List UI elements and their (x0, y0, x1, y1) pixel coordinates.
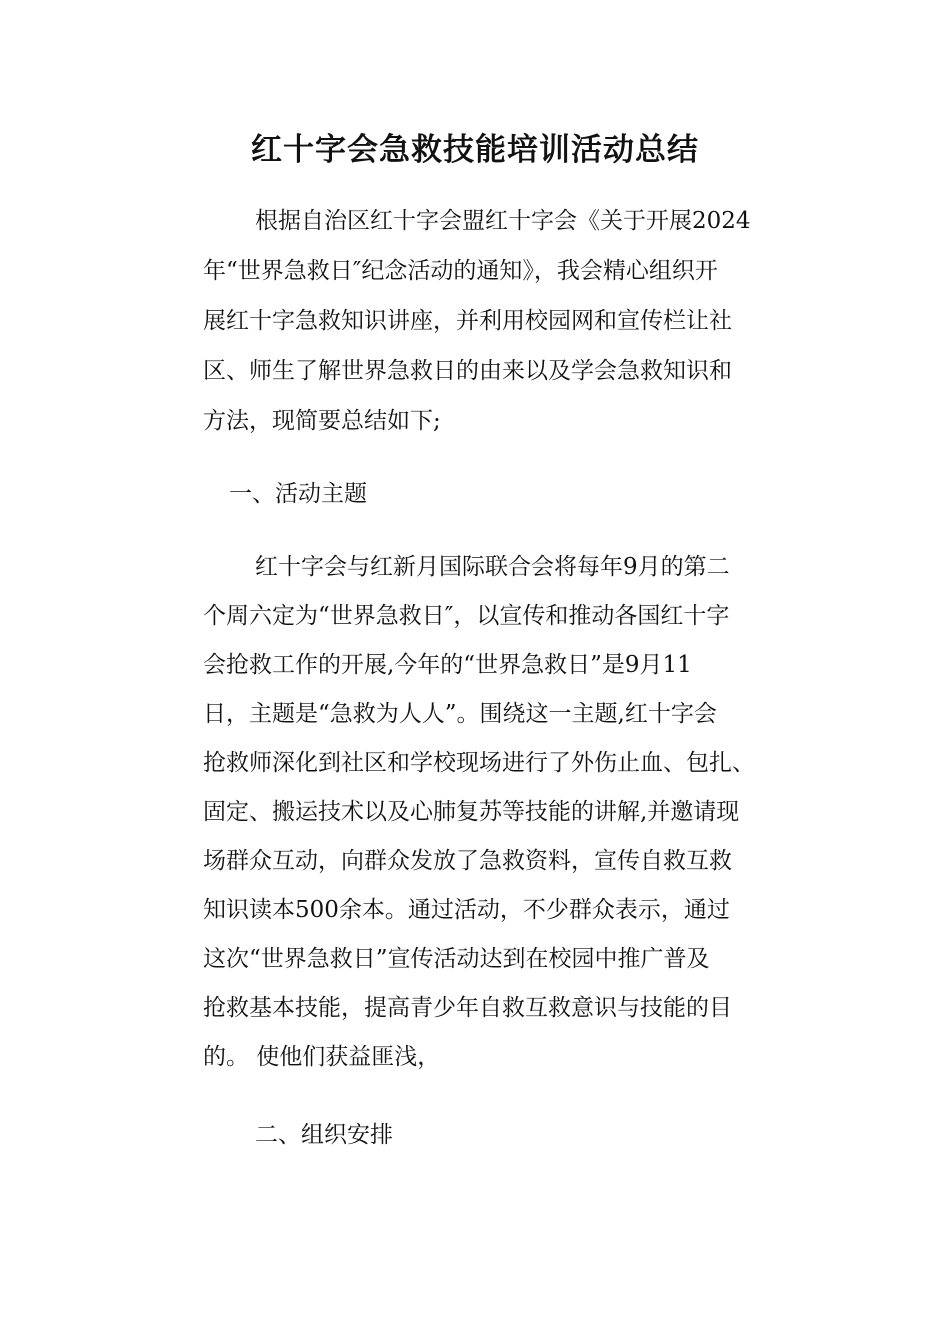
section-1-line-2: 个周六定为“世界急救日″，以宣传和推动各国红十字 (203, 603, 730, 629)
section-1-line-1: 红十字会与红新月国际联合会将每年9月的第二 (255, 554, 730, 580)
section-1-line-4: 日，主题是“急救为人人”。围绕这一主题,红十字会 (203, 701, 717, 727)
intro-line-1: 根据自治区红十字会盟红十字会《关于开展2024 (255, 208, 751, 234)
intro-line-2: 年“世界急救日″纪念活动的通知》，我会精心组织开 (203, 258, 718, 284)
section-2-heading: 二、组织安排 (255, 1122, 393, 1148)
section-1-line-5: 抢救师深化到社区和学校现场进行了外伤止血、包扎、 (203, 750, 755, 776)
document-title: 红十字会急救技能培训活动总结 (251, 132, 699, 168)
section-1-line-7: 场群众互动，向群众发放了急救资料，宣传自救互救 (203, 848, 732, 874)
section-1-line-8: 知识读本500余本。通过活动，不少群众表示，通过 (203, 897, 730, 923)
intro-line-3: 展红十字急救知识讲座，并利用校园网和宣传栏让社 (203, 308, 732, 334)
section-1-line-11: 的。 使他们获益匪浅， (203, 1044, 441, 1070)
intro-line-5: 方法，现简要总结如下; (203, 408, 441, 434)
section-1-heading: 一、活动主题 (229, 481, 367, 507)
intro-line-4: 区、师生了解世界急救日的由来以及学会急救知识和 (203, 358, 732, 384)
section-1-line-6: 固定、搬运技术以及心肺复苏等技能的讲解,并邀请现 (203, 799, 740, 825)
section-1-line-3: 会抢救工作的开展,今年的“世界急救日”是9月11 (203, 652, 692, 678)
section-1-line-10: 抢救基本技能，提高青少年自救互救意识与技能的目 (203, 995, 732, 1021)
section-1-line-9: 这次“世界急救日”宣传活动达到在校园中推广普及 (203, 946, 710, 972)
